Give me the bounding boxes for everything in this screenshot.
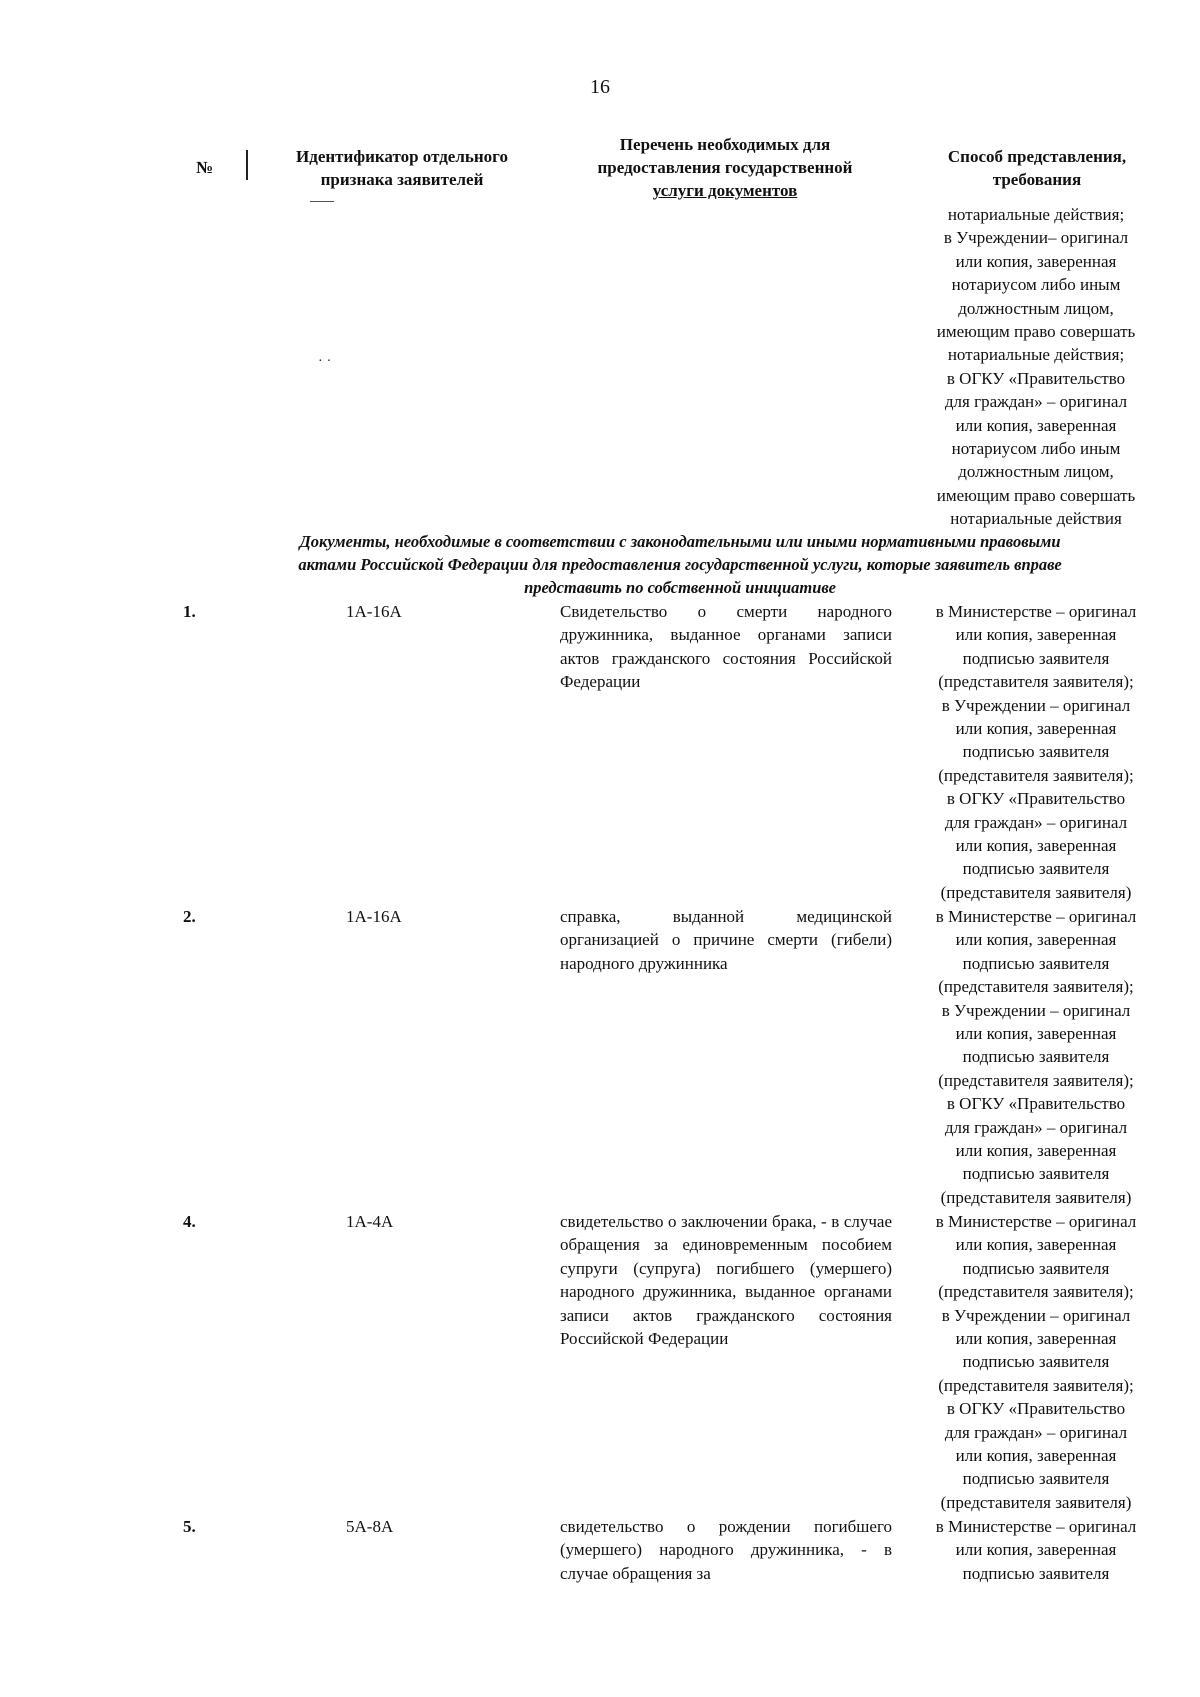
requirement-line: подписью заявителя — [962, 1469, 1110, 1489]
header-documents-column — [560, 133, 890, 202]
row-document: свидетельство о заключении брака, - в случае обращения за единовременным пособием супруги (супруга) погибшего (умершего) народного дружинника, выданное органами записи актов гражданского состояния Российской Федерации — [560, 1212, 892, 1349]
requirement-line: или копия, заверенная — [955, 415, 1117, 435]
requirement-line: нотариальные действия; — [947, 345, 1125, 365]
row-document: Свидетельство о смерти народного дружинника, выданное органами записи актов гражданского состояния Российской Федерации — [560, 602, 892, 692]
requirement-line: в Министерстве – оригинал — [935, 907, 1137, 926]
header-number-column: № — [196, 158, 214, 177]
requirement-line: или копия, заверенная — [955, 930, 1117, 950]
requirement-line: в ОГКУ «Правительство — [946, 789, 1126, 809]
requirement-line: в ОГКУ «Правительство — [946, 1094, 1126, 1114]
continuation-requirements — [900, 203, 1172, 531]
row-document: справка, выданной медицинской организацией о причине смерти (гибели) народного дружинника — [560, 907, 892, 973]
section-title — [190, 530, 1170, 599]
requirement-line: подписью заявителя — [962, 953, 1110, 973]
section-title-line: представить по собственной инициативе — [524, 578, 836, 597]
page-number: 16 — [590, 76, 610, 98]
requirement-line: или копия, заверенная — [955, 1446, 1117, 1466]
requirement-line: или копия, заверенная — [955, 1540, 1117, 1560]
row-number: 2. — [183, 907, 196, 926]
requirement-line: нотариальные действия — [950, 509, 1122, 529]
requirement-line: или копия, заверенная — [955, 1024, 1117, 1044]
row-requirements — [900, 600, 1172, 904]
requirement-line: подписью заявителя — [962, 1047, 1110, 1067]
header-documents-line: Перечень необходимых для — [619, 135, 831, 154]
requirement-line: должностным лицом, — [958, 298, 1114, 318]
header-underline-mark — [310, 201, 334, 202]
requirement-line: в Министерстве – оригинал — [935, 1212, 1137, 1231]
section-title-line: актами Российской Федерации для предоставления государственной услуги, которые заявитель вправе — [298, 555, 1062, 574]
requirement-line: или копия, заверенная — [955, 1235, 1117, 1255]
requirement-line: подписью заявителя — [962, 648, 1110, 668]
scan-speck: ·· — [318, 354, 336, 369]
requirement-line: для граждан» – оригинал — [944, 1422, 1128, 1442]
requirement-line: подписью заявителя — [962, 1563, 1110, 1583]
requirement-line: (представителя заявителя) — [940, 1492, 1132, 1512]
requirement-line: или копия, заверенная — [955, 1141, 1117, 1161]
requirement-line: подписью заявителя — [962, 859, 1110, 879]
requirement-line: (представителя заявителя); — [938, 1375, 1134, 1395]
requirement-line: (представителя заявителя) — [940, 882, 1132, 902]
requirement-line: для граждан» – оригинал — [944, 392, 1128, 412]
requirement-line: в Учреждении– оригинал — [943, 228, 1129, 248]
requirement-line: имеющим право совершать — [936, 485, 1136, 505]
requirement-line: для граждан» – оригинал — [944, 1117, 1128, 1137]
row-requirements — [900, 1210, 1172, 1514]
requirement-line: или копия, заверенная — [955, 719, 1117, 739]
requirement-line: нотариусом либо иным — [951, 439, 1121, 459]
requirement-line: в Министерстве – оригинал — [935, 1517, 1137, 1536]
requirement-line: (представителя заявителя); — [938, 672, 1134, 692]
row-number: 1. — [183, 602, 196, 621]
requirement-line: нотариусом либо иным — [951, 275, 1121, 295]
requirement-line: или копия, заверенная — [955, 251, 1117, 271]
requirement-line: или копия, заверенная — [955, 1329, 1117, 1349]
section-title-line: Документы, необходимые в соответствии с законодательными или иными нормативными правовыми — [299, 532, 1061, 551]
requirement-line: в Учреждении – оригинал — [941, 1305, 1131, 1325]
requirement-line: в ОГКУ «Правительство — [946, 1399, 1126, 1419]
requirement-line: (представителя заявителя); — [938, 1282, 1134, 1302]
requirement-line: нотариальные действия; — [947, 205, 1125, 224]
row-requirements — [900, 905, 1172, 1209]
header-requirements-line: требования — [992, 170, 1082, 189]
requirement-line: (представителя заявителя); — [938, 977, 1134, 997]
row-identifier: 1А-16А — [346, 907, 402, 926]
header-identifier-column — [262, 145, 542, 191]
requirement-line: подписью заявителя — [962, 742, 1110, 762]
requirement-line: подписью заявителя — [962, 1258, 1110, 1278]
row-identifier: 1А-16А — [346, 602, 402, 621]
header-documents-line: предоставления государственной — [597, 158, 853, 177]
row-identifier: 5А-8А — [346, 1517, 394, 1536]
requirement-line: (представителя заявителя) — [940, 1187, 1132, 1207]
header-identifier-line: признака заявителей — [320, 170, 484, 189]
row-document: свидетельство о рождении погибшего (умершего) народного дружинника, - в случае обращения за — [560, 1517, 892, 1583]
requirement-line: в ОГКУ «Правительство — [946, 368, 1126, 388]
requirement-line: в Министерстве – оригинал — [935, 602, 1137, 621]
requirement-line: подписью заявителя — [962, 1164, 1110, 1184]
requirement-line: имеющим право совершать — [936, 322, 1136, 342]
row-requirements — [900, 1515, 1172, 1585]
header-identifier-line: Идентификатор отдельного — [296, 147, 508, 166]
requirement-line: или копия, заверенная — [955, 836, 1117, 856]
requirement-line: (представителя заявителя); — [938, 765, 1134, 785]
row-number: 4. — [183, 1212, 196, 1231]
row-number: 5. — [183, 1517, 196, 1536]
header-documents-line: услуги документов — [652, 181, 798, 200]
requirement-line: (представителя заявителя); — [938, 1070, 1134, 1090]
header-separator — [246, 150, 248, 180]
requirement-line: в Учреждении – оригинал — [941, 1000, 1131, 1020]
requirement-line: для граждан» – оригинал — [944, 812, 1128, 832]
requirement-line: в Учреждении – оригинал — [941, 695, 1131, 715]
row-identifier: 1А-4А — [346, 1212, 394, 1231]
requirement-line: или копия, заверенная — [955, 625, 1117, 645]
requirement-line: подписью заявителя — [962, 1352, 1110, 1372]
header-requirements-column — [912, 145, 1162, 191]
requirement-line: должностным лицом, — [958, 462, 1114, 482]
header-requirements-line: Способ представления, — [947, 147, 1127, 166]
